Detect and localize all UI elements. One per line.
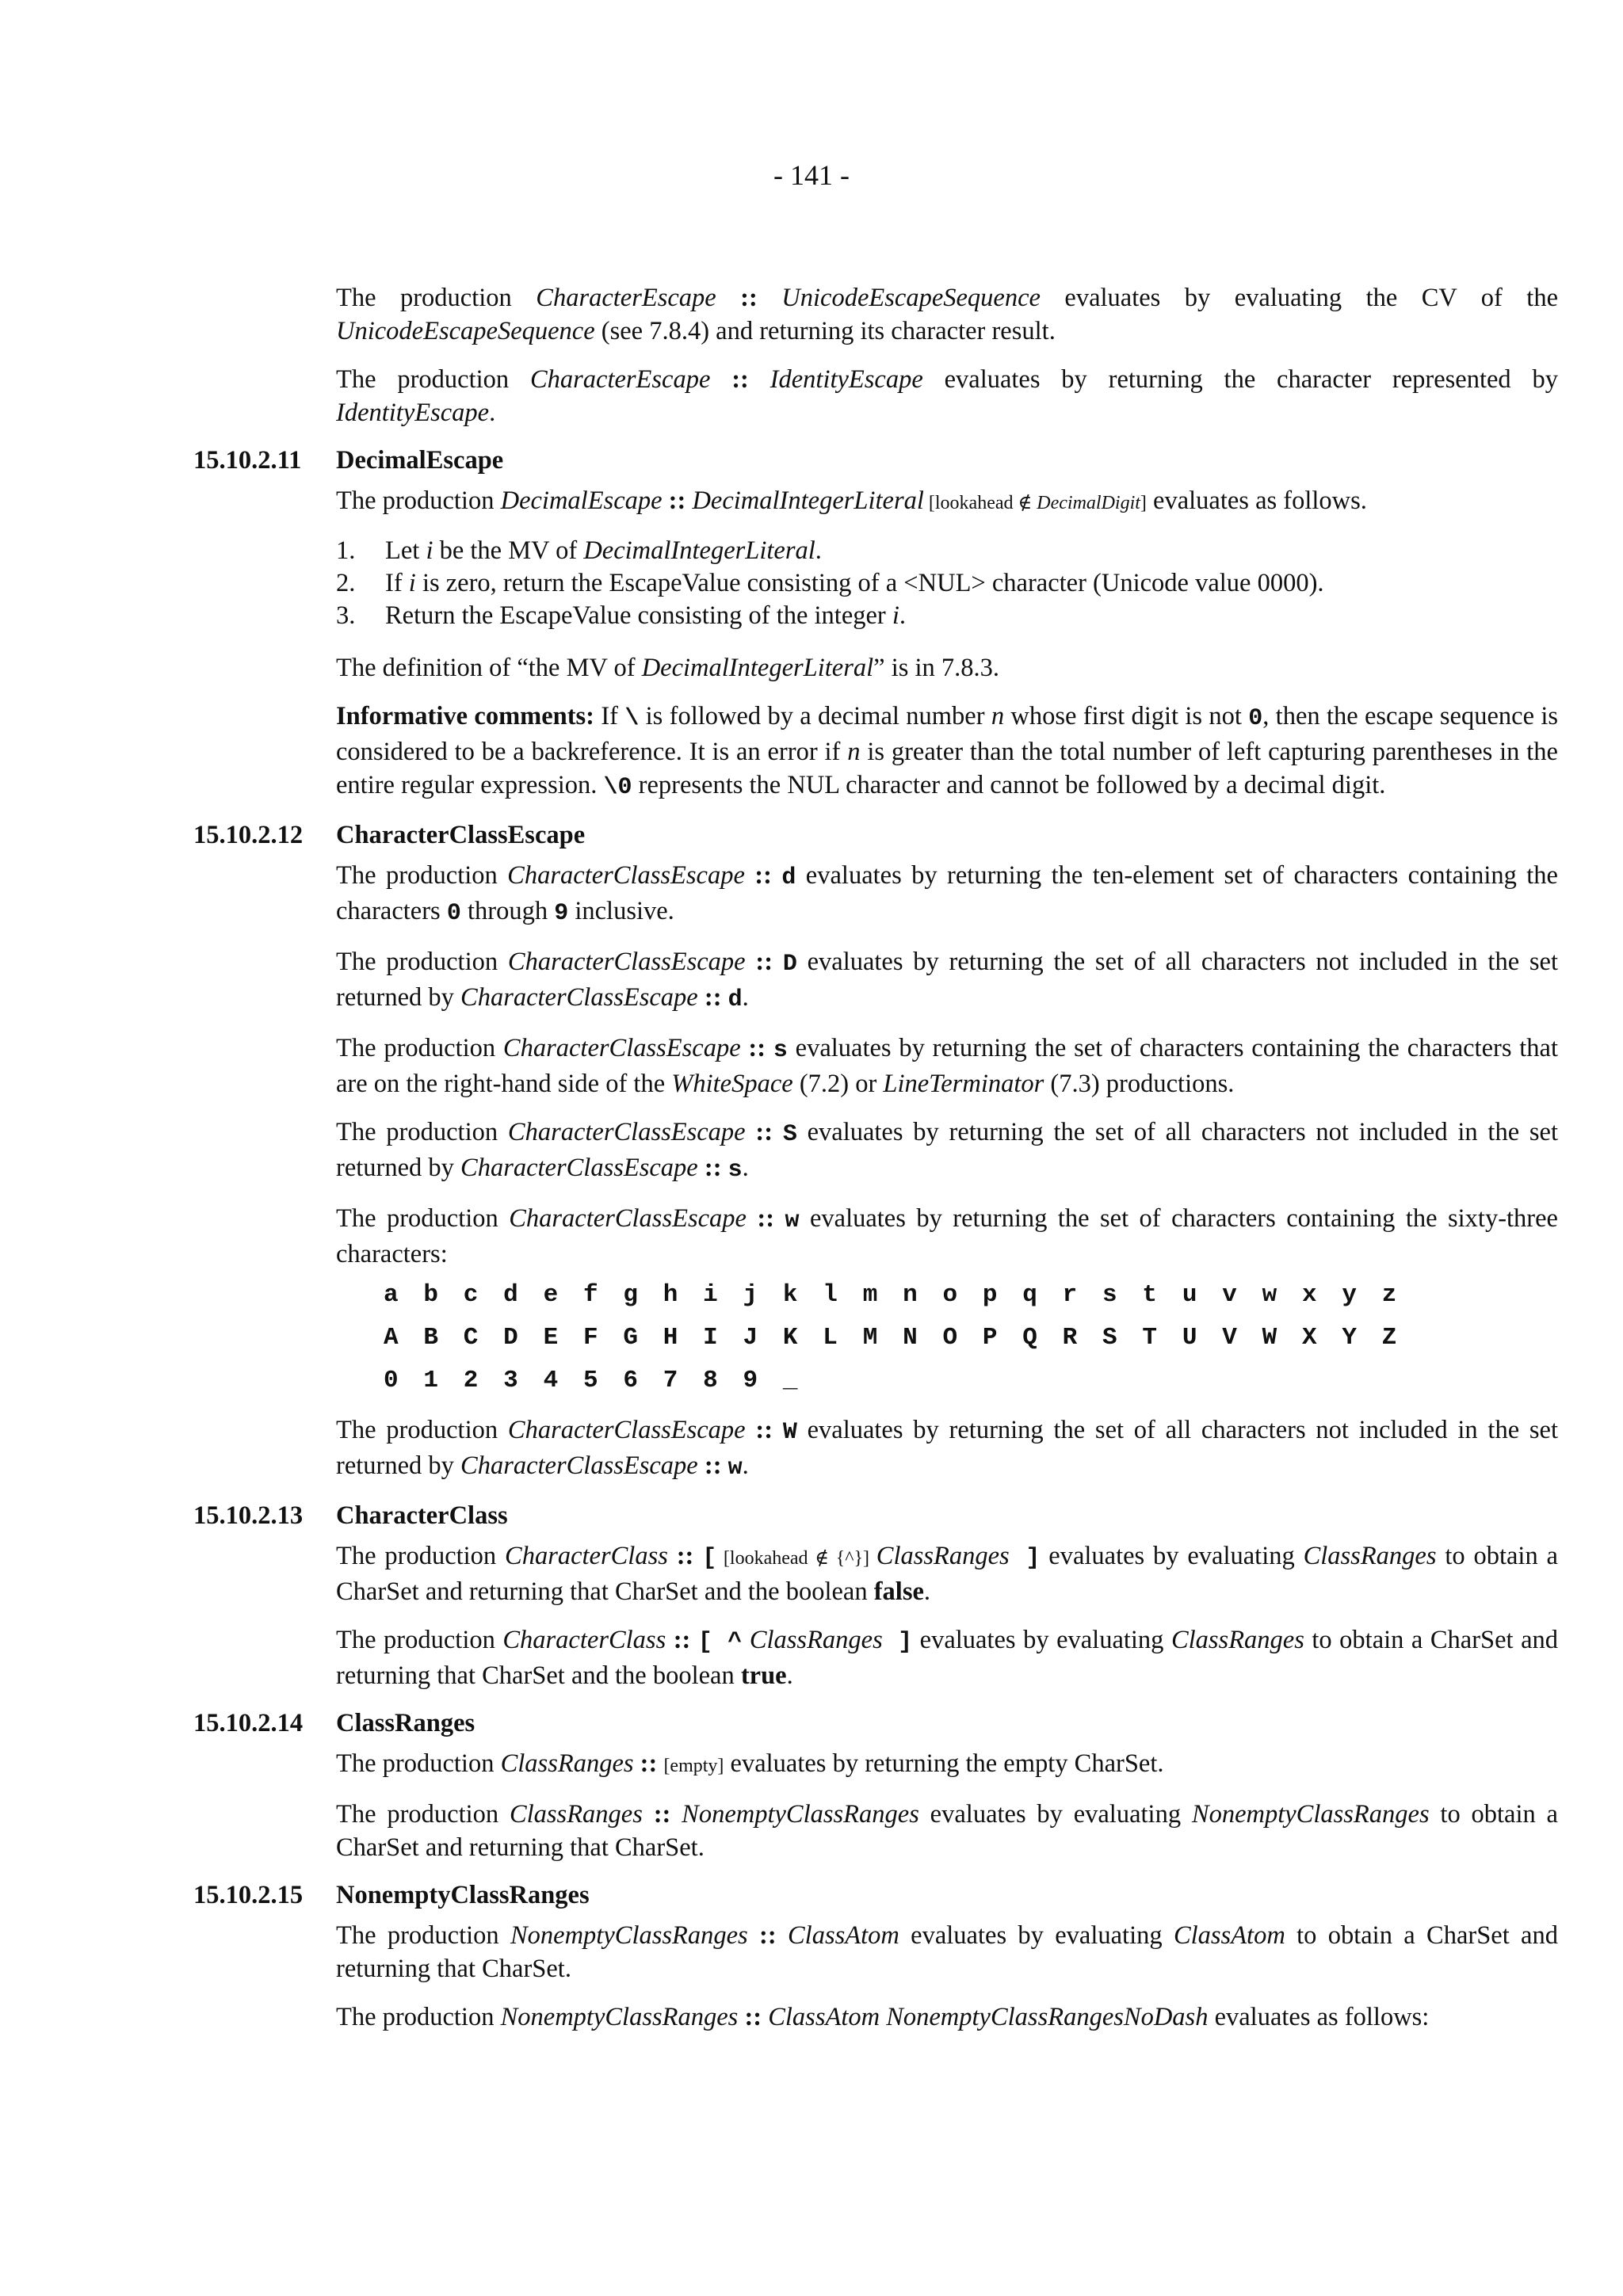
char-row-lowercase-grid [384, 1279, 1558, 1312]
char-row-uppercase-grid [384, 1322, 1558, 1355]
paragraph-decimal-escape: The production DecimalEscape :: DecimalIntegerLiteral [lookahead ∉ DecimalDigit] evaluates as follows. [336, 486, 1367, 515]
char-cell: w [1262, 1281, 1277, 1309]
char-cell: c [463, 1281, 479, 1309]
paragraph-class-escape-s: The production CharacterClassEscape :: s evaluates by returning the set of characters containing the characters that are on the right-hand side of the WhiteSpace (7.2) or LineTerminator (7.3) productions. [336, 1034, 1558, 1098]
char-cell: a [384, 1281, 399, 1309]
char-cell: 5 [582, 1367, 598, 1394]
char-cell: Z [1381, 1324, 1397, 1352]
char-cell: m [862, 1281, 878, 1309]
section-heading-nonempty-class-ranges: 15.10.2.15 NonemptyClassRanges [193, 1881, 590, 1909]
char-cell: N [903, 1324, 918, 1352]
char-cell: T [1142, 1324, 1158, 1352]
char-cell: I [703, 1324, 718, 1352]
char-cell: k [782, 1281, 798, 1309]
char-cell: 1 [423, 1367, 438, 1394]
char-cell: g [623, 1281, 638, 1309]
paragraph-mv-definition: The definition of “the MV of DecimalIntegerLiteral” is in 7.8.3. [336, 654, 1000, 682]
char-cell: O [942, 1324, 958, 1352]
char-cell: l [823, 1281, 838, 1309]
char-cell: n [903, 1281, 918, 1309]
char-cell: W [1262, 1324, 1277, 1352]
paragraph-class-escape-upper-d: The production CharacterClassEscape :: D evaluates by returning the set of all characters not included in the set returned by CharacterClassEscape :: d. [336, 948, 1559, 1013]
char-cell: 0 [384, 1367, 399, 1394]
char-cell: P [982, 1324, 998, 1352]
char-cell: V [1222, 1324, 1237, 1352]
paragraph-class-ranges-nonempty: The production ClassRanges :: NonemptyClassRanges evaluates by evaluating NonemptyClassRanges to obtain a CharSet and returning that CharSet. [336, 1800, 1558, 1862]
char-cell: f [582, 1281, 598, 1309]
section-heading-character-class: 15.10.2.13 CharacterClass [193, 1501, 508, 1530]
paragraph-identity-escape: The production CharacterEscape :: IdentityEscape evaluates by returning the character represented by IdentityEscape. [336, 365, 1558, 427]
paragraph-character-class-positive: The production CharacterClass :: [ [lookahead ∉ {^}] ClassRanges ] evaluates by evaluating ClassRanges to obtain a CharSet and returning that CharSet and the boolean false. [336, 1542, 1558, 1606]
char-cell: A [384, 1324, 399, 1352]
char-cell: Q [1022, 1324, 1037, 1352]
char-cell: X [1301, 1324, 1317, 1352]
paragraph-class-escape-w: The production CharacterClassEscape :: w evaluates by returning the set of characters containing the sixty-three characters: [336, 1204, 1558, 1268]
char-cell: S [1102, 1324, 1117, 1352]
char-cell: b [423, 1281, 438, 1309]
paragraph-class-ranges-empty: The production ClassRanges :: [empty] evaluates by returning the empty CharSet. [336, 1749, 1164, 1778]
char-cell: d [503, 1281, 518, 1309]
paragraph-class-escape-d: The production CharacterClassEscape :: d evaluates by returning the ten-element set of characters containing the characters 0 through 9 inclusive. [336, 861, 1558, 927]
char-cell: x [1301, 1281, 1317, 1309]
document-body [193, 281, 1559, 2049]
char-cell: H [663, 1324, 678, 1352]
char-cell: p [982, 1281, 998, 1309]
char-cell: 8 [703, 1367, 718, 1394]
list-item: 1. Let i be the MV of DecimalIntegerLiteral. [336, 536, 822, 565]
char-cell: R [1062, 1324, 1078, 1352]
paragraph-character-class-negated: The production CharacterClass :: [ ^ ClassRanges ] evaluates by evaluating ClassRanges to obtain a CharSet and returning that CharSet and the boolean true. [336, 1626, 1558, 1690]
char-row-digits-grid [384, 1364, 1558, 1398]
paragraph-unicode-escape: The production CharacterEscape :: UnicodeEscapeSequence evaluates by evaluating the CV of the UnicodeEscapeSequence (see 7.8.4) and returning its character result. [336, 284, 1558, 345]
char-cell: B [423, 1324, 438, 1352]
char-cell: _ [782, 1367, 798, 1394]
char-cell: o [942, 1281, 958, 1309]
char-cell: 2 [463, 1367, 479, 1394]
char-cell: j [743, 1281, 758, 1309]
char-cell: y [1342, 1281, 1357, 1309]
char-cell: E [543, 1324, 559, 1352]
char-cell: G [623, 1324, 638, 1352]
char-cell: 6 [623, 1367, 638, 1394]
page-number: - 141 - [773, 159, 850, 191]
section-heading-decimal-escape: 15.10.2.11 DecimalEscape [193, 446, 504, 475]
char-cell: i [703, 1281, 718, 1309]
char-cell: t [1142, 1281, 1158, 1309]
char-cell: 4 [543, 1367, 559, 1394]
char-cell: 7 [663, 1367, 678, 1394]
char-cell: C [463, 1324, 479, 1352]
char-cell: F [582, 1324, 598, 1352]
char-cell: e [543, 1281, 559, 1309]
char-cell: 3 [503, 1367, 518, 1394]
char-cell: M [862, 1324, 878, 1352]
char-cell: Y [1342, 1324, 1357, 1352]
char-cell: 9 [743, 1367, 758, 1394]
paragraph-class-escape-upper-s: The production CharacterClassEscape :: S evaluates by returning the set of all characters not included in the set returned by CharacterClassEscape :: s. [336, 1118, 1559, 1184]
char-cell: K [782, 1324, 798, 1352]
char-cell: s [1102, 1281, 1117, 1309]
paragraph-nonempty-class-atom: The production NonemptyClassRanges :: ClassAtom evaluates by evaluating ClassAtom to obtain a CharSet and returning that CharSet. [336, 1921, 1558, 1983]
char-cell: q [1022, 1281, 1037, 1309]
list-item: 3. Return the EscapeValue consisting of the integer i. [336, 601, 907, 630]
char-cell: h [663, 1281, 678, 1309]
char-cell: L [823, 1324, 838, 1352]
paragraph-class-escape-upper-w: The production CharacterClassEscape :: W evaluates by returning the set of all characters not included in the set returned by CharacterClassEscape :: w. [336, 1416, 1559, 1482]
char-cell: r [1062, 1281, 1078, 1309]
char-cell: z [1381, 1281, 1397, 1309]
char-cell: v [1222, 1281, 1237, 1309]
char-cell: D [503, 1324, 518, 1352]
section-heading-character-class-escape: 15.10.2.12 CharacterClassEscape [193, 821, 586, 849]
algorithm-steps [336, 535, 1558, 632]
list-item: 2. If i is zero, return the EscapeValue consisting of a <NUL> character (Unicode value 0000). [336, 569, 1324, 597]
char-cell: U [1182, 1324, 1197, 1352]
section-heading-class-ranges: 15.10.2.14 ClassRanges [193, 1709, 475, 1737]
char-cell: J [743, 1324, 758, 1352]
char-cell: u [1182, 1281, 1197, 1309]
paragraph-nonempty-class-atom-nodash: The production NonemptyClassRanges :: ClassAtom NonemptyClassRangesNoDash evaluates as follows: [336, 2003, 1430, 2031]
paragraph-informative-comments: Informative comments: If \ is followed by a decimal number n whose first digit is not 0, then the escape sequence is considered to be a backreference. It is an error if n is greater than the total number of left capturing parentheses in the entire regular expression. \0 represents the NUL character and cannot be followed by a decimal digit. [336, 702, 1558, 801]
